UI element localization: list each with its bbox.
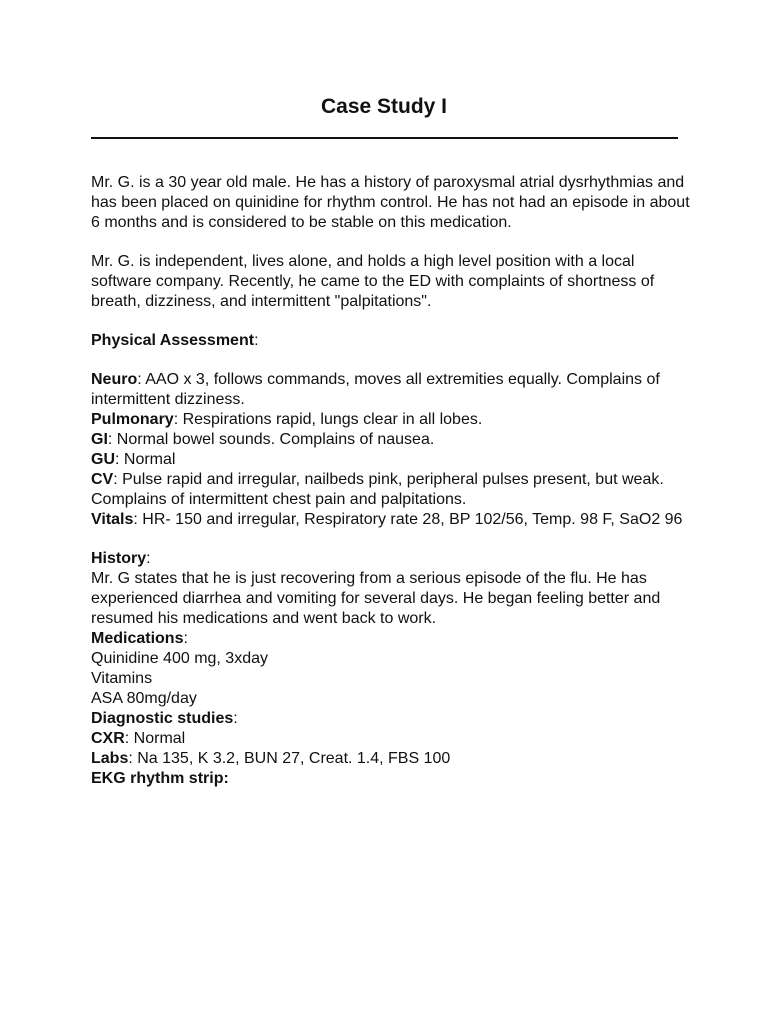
medication-item: Vitamins <box>91 670 153 687</box>
heading-colon: : <box>183 630 188 647</box>
intro-paragraph-2: Mr. G. is independent, lives alone, and holds a high level position with a local software company. Recently, he came to the ED with complaints of shortness of breath, dizziness, and intermittent "palpitations". <box>91 253 655 310</box>
cxr-text: : Normal <box>124 730 186 747</box>
intro-paragraph-1: Mr. G. is a 30 year old male. He has a history of paroxysmal atrial dysrhythmias and has been placed on quinidine for rhythm control. He has not had an episode in about 6 months and is considered to be stable on this medication. <box>91 174 690 231</box>
gu-line <box>91 450 691 470</box>
spacer <box>91 312 691 331</box>
diagnostic-heading-line <box>91 709 691 729</box>
neuro-text: : AAO x 3, follows commands, moves all extremities equally. Complains of intermittent dizziness. <box>91 371 660 408</box>
gi-line <box>91 430 691 450</box>
labs-label: Labs <box>91 750 129 767</box>
labs-text: : Na 135, K 3.2, BUN 27, Creat. 1.4, FBS 100 <box>128 750 451 767</box>
spacer <box>91 233 691 252</box>
history-text: Mr. G states that he is just recovering from a serious episode of the flu. He has experienced diarrhea and vomiting for several days. He began feeling better and resumed his medications and went back to work. <box>91 570 661 627</box>
cxr-line <box>91 729 691 749</box>
medications-heading-line <box>91 629 691 649</box>
medication-item: ASA 80mg/day <box>91 690 197 707</box>
medication-item: Quinidine 400 mg, 3xday <box>91 650 268 667</box>
labs-line <box>91 749 691 769</box>
neuro-label: Neuro <box>91 371 138 388</box>
pulmonary-text: : Respirations rapid, lungs clear in all lobes. <box>173 411 483 428</box>
gi-label: GI <box>91 431 108 448</box>
history-heading-line <box>91 549 691 569</box>
history-heading: History <box>91 550 147 567</box>
pulmonary-line <box>91 410 691 430</box>
cv-line <box>91 470 691 510</box>
pulmonary-label: Pulmonary <box>91 411 174 428</box>
heading-colon: : <box>146 550 151 567</box>
cv-text: : Pulse rapid and irregular, nailbeds pink, peripheral pulses present, but weak. Complains of intermittent chest pain and palpitations. <box>91 471 664 508</box>
physical-assessment-heading: Physical Assessment <box>91 332 255 349</box>
physical-assessment-heading-line <box>91 331 691 351</box>
heading-colon: : <box>233 710 238 727</box>
vitals-label: Vitals <box>91 511 134 528</box>
diagnostic-heading: Diagnostic studies <box>91 710 234 727</box>
ekg-line <box>91 769 691 789</box>
vitals-line <box>91 510 691 530</box>
spacer <box>91 530 691 549</box>
cv-label: CV <box>91 471 114 488</box>
gu-label: GU <box>91 451 115 468</box>
vitals-text: : HR- 150 and irregular, Respiratory rate 28, BP 102/56, Temp. 98 F, SaO2 96 <box>133 511 683 528</box>
gu-text: : Normal <box>115 451 176 468</box>
document-body <box>91 173 691 789</box>
heading-colon: : <box>254 332 259 349</box>
neuro-line <box>91 370 691 410</box>
page-title: Case Study I <box>320 95 448 118</box>
spacer <box>91 351 691 370</box>
title-divider <box>91 137 678 139</box>
medications-heading: Medications <box>91 630 184 647</box>
ekg-label: EKG rhythm strip: <box>91 770 229 787</box>
gi-text: : Normal bowel sounds. Complains of nausea. <box>107 431 435 448</box>
cxr-label: CXR <box>91 730 125 747</box>
